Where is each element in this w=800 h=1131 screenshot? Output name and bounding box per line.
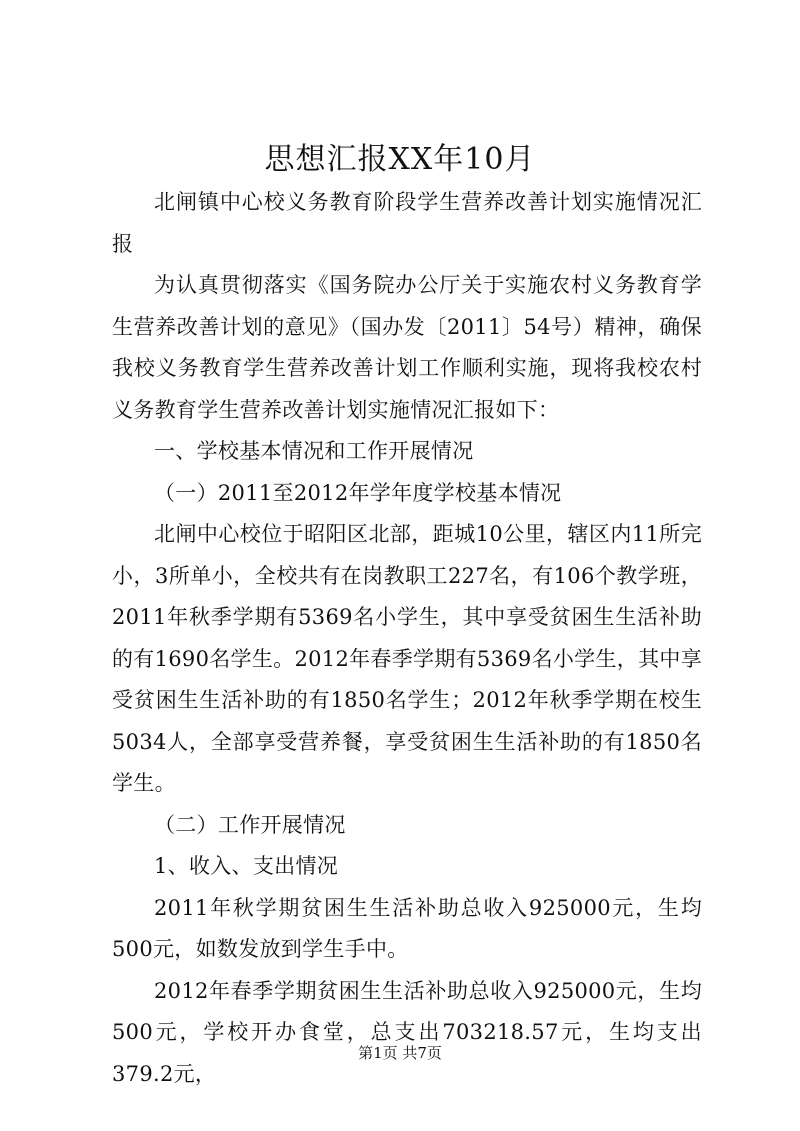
paragraph-report-heading: 北闸镇中心校义务教育阶段学生营养改善计划实施情况汇报 — [112, 190, 702, 256]
section-heading-1: 一、学校基本情况和工作开展情况 — [154, 439, 474, 463]
paragraph-school-info: 北闸中心校位于昭阳区北部，距城10公里，辖区内11所完小，3所单小，全校共有在岗教职工227名，有106个教学班，2011年秋季学期有5369名小学生，其中享受贫困生生活补助的有1690名学生。2012年春季学期有5369名小学生，其中享受贫困生生活补助的有1850名学生；2012年秋季学期在校生5034人，全部享受营养餐，享受贫困生生活补助的有1850名学生。 — [112, 522, 702, 795]
document-title: 思想汇报XX年10月 — [264, 142, 536, 177]
paragraph-intro: 为认真贯彻落实《国务院办公厅关于实施农村义务教育学生营养改善计划的意见》（国办发〔2011〕54号）精神，确保我校义务教育学生营养改善计划工作顺利实施，现将我校农村义务教育学生营养改善计划实施情况汇报如下： — [112, 273, 702, 422]
item-heading-1: 1、收入、支出情况 — [154, 854, 339, 878]
subsection-heading-2: （二）工作开展情况 — [154, 812, 346, 837]
page-footer: 第1页 共7页 — [358, 1044, 442, 1062]
document-body — [112, 182, 702, 1095]
paragraph-income-2011: 2011年秋学期贫困生生活补助总收入925000元，生均500元，如数发放到学生手中。 — [112, 895, 702, 961]
paragraph-income-2012: 2012年春季学期贫困生生活补助总收入925000元，生均500元，学校开办食堂，总支出703218.57元，生均支出379.2元， — [112, 978, 702, 1086]
subsection-heading-1: （一）2011至2012年学年度学校基本情况 — [154, 480, 562, 505]
